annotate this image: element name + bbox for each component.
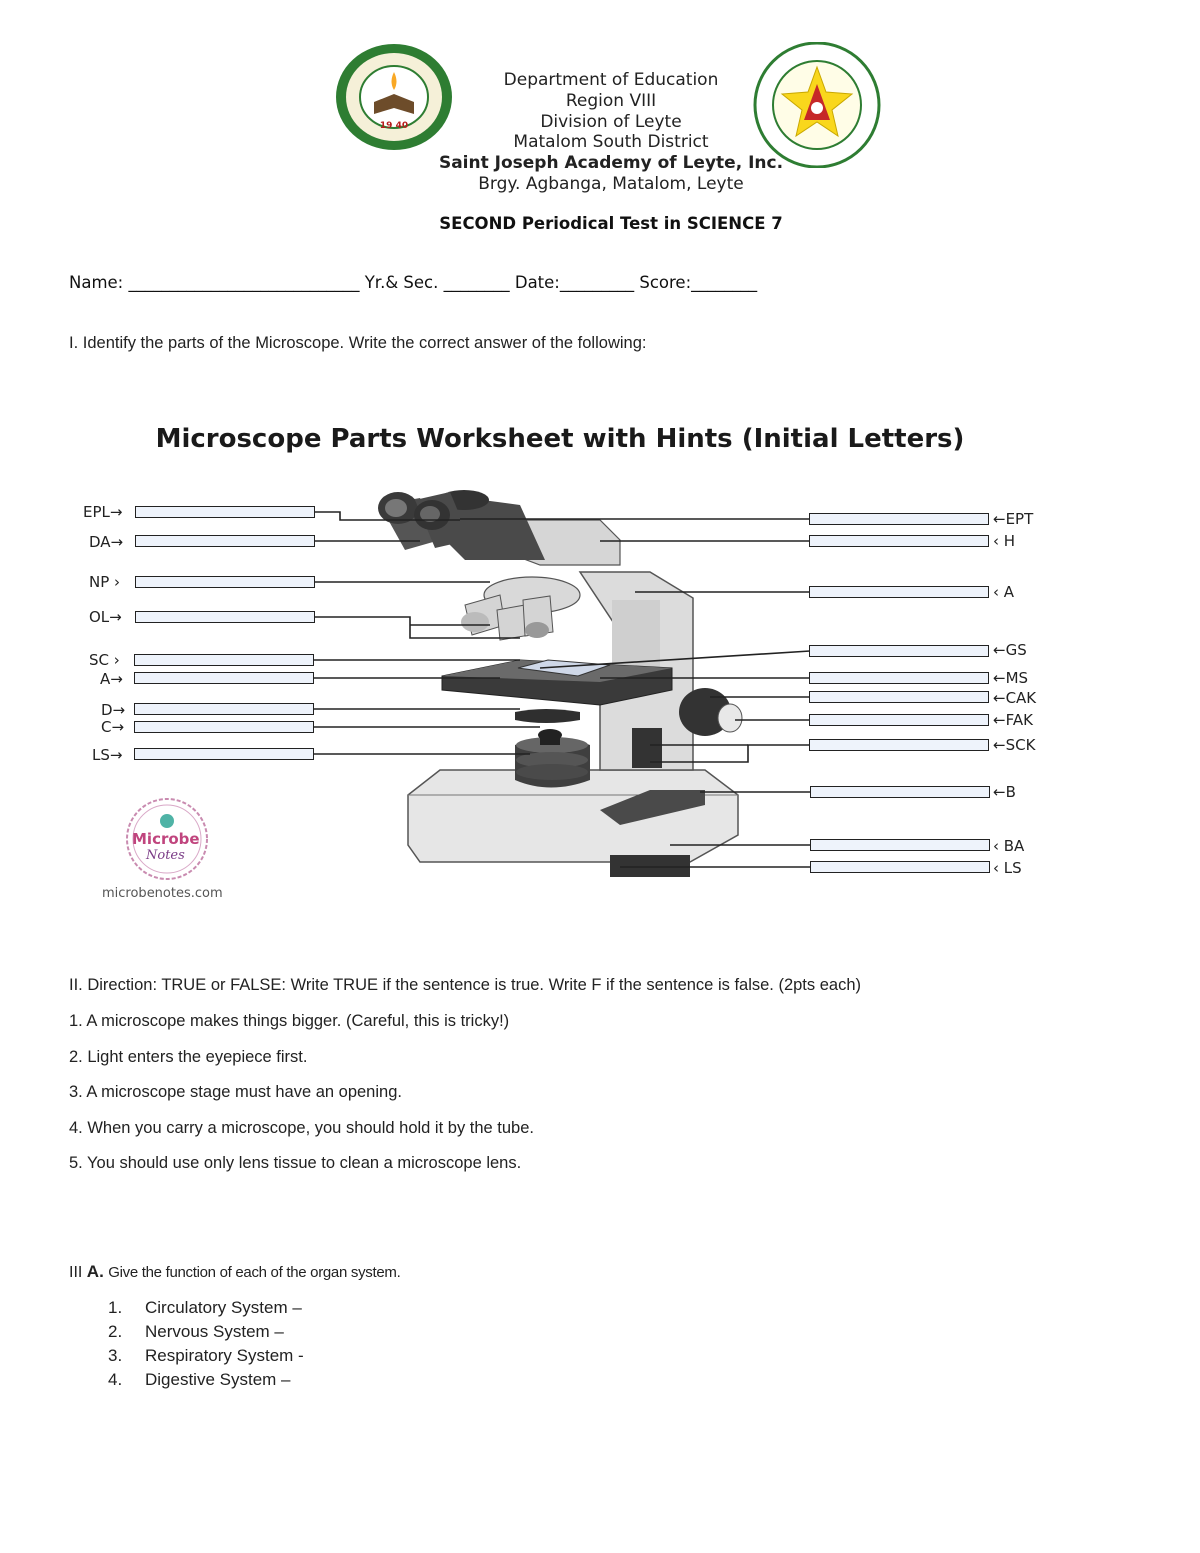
right-label-b: ←B bbox=[993, 783, 1016, 801]
test-title: SECOND Periodical Test in SCIENCE 7 bbox=[439, 214, 783, 233]
answer-box-ol[interactable] bbox=[135, 611, 315, 623]
left-label-d: D→ bbox=[101, 701, 126, 719]
answer-box-a-right[interactable] bbox=[809, 586, 989, 598]
left-label-a: A→ bbox=[100, 670, 123, 688]
microbe-brand: Microbe bbox=[132, 830, 200, 848]
section3-heading bbox=[69, 1262, 400, 1282]
answer-box-ls-left[interactable] bbox=[134, 748, 314, 760]
header-line-region: Region VIII bbox=[565, 90, 657, 111]
answer-box-d[interactable] bbox=[134, 703, 314, 715]
list-number: 1. bbox=[108, 1298, 123, 1317]
left-label-c: C→ bbox=[101, 718, 125, 736]
answer-box-ls-right[interactable] bbox=[810, 861, 990, 873]
answer-box-sck[interactable] bbox=[809, 739, 989, 751]
answer-box-h[interactable] bbox=[809, 535, 989, 547]
organ-nervous: Nervous System – bbox=[145, 1322, 284, 1341]
left-label-np: NP › bbox=[89, 573, 121, 591]
right-label-h: ‹ H bbox=[993, 532, 1016, 550]
tf-item-2: 2. Light enters the eyepiece first. bbox=[69, 1048, 308, 1066]
right-label-cak: ←CAK bbox=[993, 689, 1037, 707]
tf-item-3: 3. A microscope stage must have an opening. bbox=[69, 1083, 402, 1101]
worksheet-title: Microscope Parts Worksheet with Hints (Initial Letters) bbox=[155, 424, 965, 454]
header-block bbox=[0, 70, 1200, 195]
list-number: 3. bbox=[108, 1346, 123, 1365]
right-label-ept: ←EPT bbox=[993, 510, 1034, 528]
header-line-district: Matalom South District bbox=[513, 132, 709, 153]
list-number: 4. bbox=[108, 1370, 123, 1389]
organ-digestive: Digestive System – bbox=[145, 1370, 291, 1389]
tf-item-5: 5. You should use only lens tissue to clean a microscope lens. bbox=[69, 1154, 522, 1172]
section3-prefix: III bbox=[69, 1264, 83, 1281]
answer-box-cak[interactable] bbox=[809, 691, 989, 703]
left-label-epl: EPL→ bbox=[83, 503, 123, 521]
microbe-site: microbenotes.com bbox=[102, 886, 223, 901]
school-address: Brgy. Agbanga, Matalom, Leyte bbox=[478, 173, 744, 194]
left-label-da: DA→ bbox=[89, 533, 124, 551]
answer-box-np[interactable] bbox=[135, 576, 315, 588]
list-item bbox=[108, 1296, 304, 1320]
answer-box-a-left[interactable] bbox=[134, 672, 314, 684]
right-label-a: ‹ A bbox=[993, 583, 1015, 601]
section3-letter: A. bbox=[86, 1262, 104, 1281]
left-label-sc: SC › bbox=[89, 651, 120, 669]
answer-box-ept[interactable] bbox=[809, 513, 989, 525]
organ-system-list bbox=[108, 1296, 304, 1392]
school-name: Saint Joseph Academy of Leyte, Inc. bbox=[438, 153, 784, 174]
list-item bbox=[108, 1320, 304, 1344]
answer-box-gs[interactable] bbox=[809, 645, 989, 657]
answer-box-ba[interactable] bbox=[810, 839, 990, 851]
right-label-ls: ‹ LS bbox=[993, 859, 1022, 877]
answer-box-da[interactable] bbox=[135, 535, 315, 547]
organ-respiratory: Respiratory System - bbox=[145, 1346, 304, 1365]
tf-item-4: 4. When you carry a microscope, you should hold it by the tube. bbox=[69, 1119, 534, 1137]
section2-instruction: II. Direction: TRUE or FALSE: Write TRUE if the sentence is true. Write F if the sentence is false. (2pts each) bbox=[69, 976, 861, 994]
right-label-ms: ←MS bbox=[993, 669, 1029, 687]
left-label-ol: OL→ bbox=[89, 608, 122, 626]
right-label-gs: ←GS bbox=[993, 641, 1027, 659]
student-info-line: Name: ____________________________ Yr.& Sec. ________ Date:_________ Score:________ bbox=[69, 273, 758, 292]
right-label-ba: ‹ BA bbox=[993, 837, 1025, 855]
section1-instruction: I. Identify the parts of the Microscope. Write the correct answer of the following: bbox=[69, 334, 647, 352]
answer-box-fak[interactable] bbox=[809, 714, 989, 726]
answer-box-b[interactable] bbox=[810, 786, 990, 798]
section3-instruction: Give the function of each of the organ system. bbox=[108, 1264, 401, 1281]
answer-box-sc[interactable] bbox=[134, 654, 314, 666]
notes-brand: Notes bbox=[146, 848, 185, 863]
answer-box-ms[interactable] bbox=[809, 672, 989, 684]
list-item bbox=[108, 1344, 304, 1368]
header-line-department: Department of Education bbox=[503, 70, 719, 90]
organ-circulatory: Circulatory System – bbox=[145, 1298, 302, 1317]
logo-year-text: 19 40 bbox=[379, 121, 409, 131]
list-number: 2. bbox=[108, 1322, 123, 1341]
left-label-ls: LS→ bbox=[92, 746, 123, 764]
answer-box-epl[interactable] bbox=[135, 506, 315, 518]
header-line-division: Division of Leyte bbox=[540, 111, 682, 132]
right-label-fak: ←FAK bbox=[993, 711, 1033, 729]
right-label-sck: ←SCK bbox=[993, 736, 1036, 754]
tf-item-1: 1. A microscope makes things bigger. (Careful, this is tricky!) bbox=[69, 1012, 510, 1030]
list-item bbox=[108, 1368, 304, 1392]
answer-box-c[interactable] bbox=[134, 721, 314, 733]
